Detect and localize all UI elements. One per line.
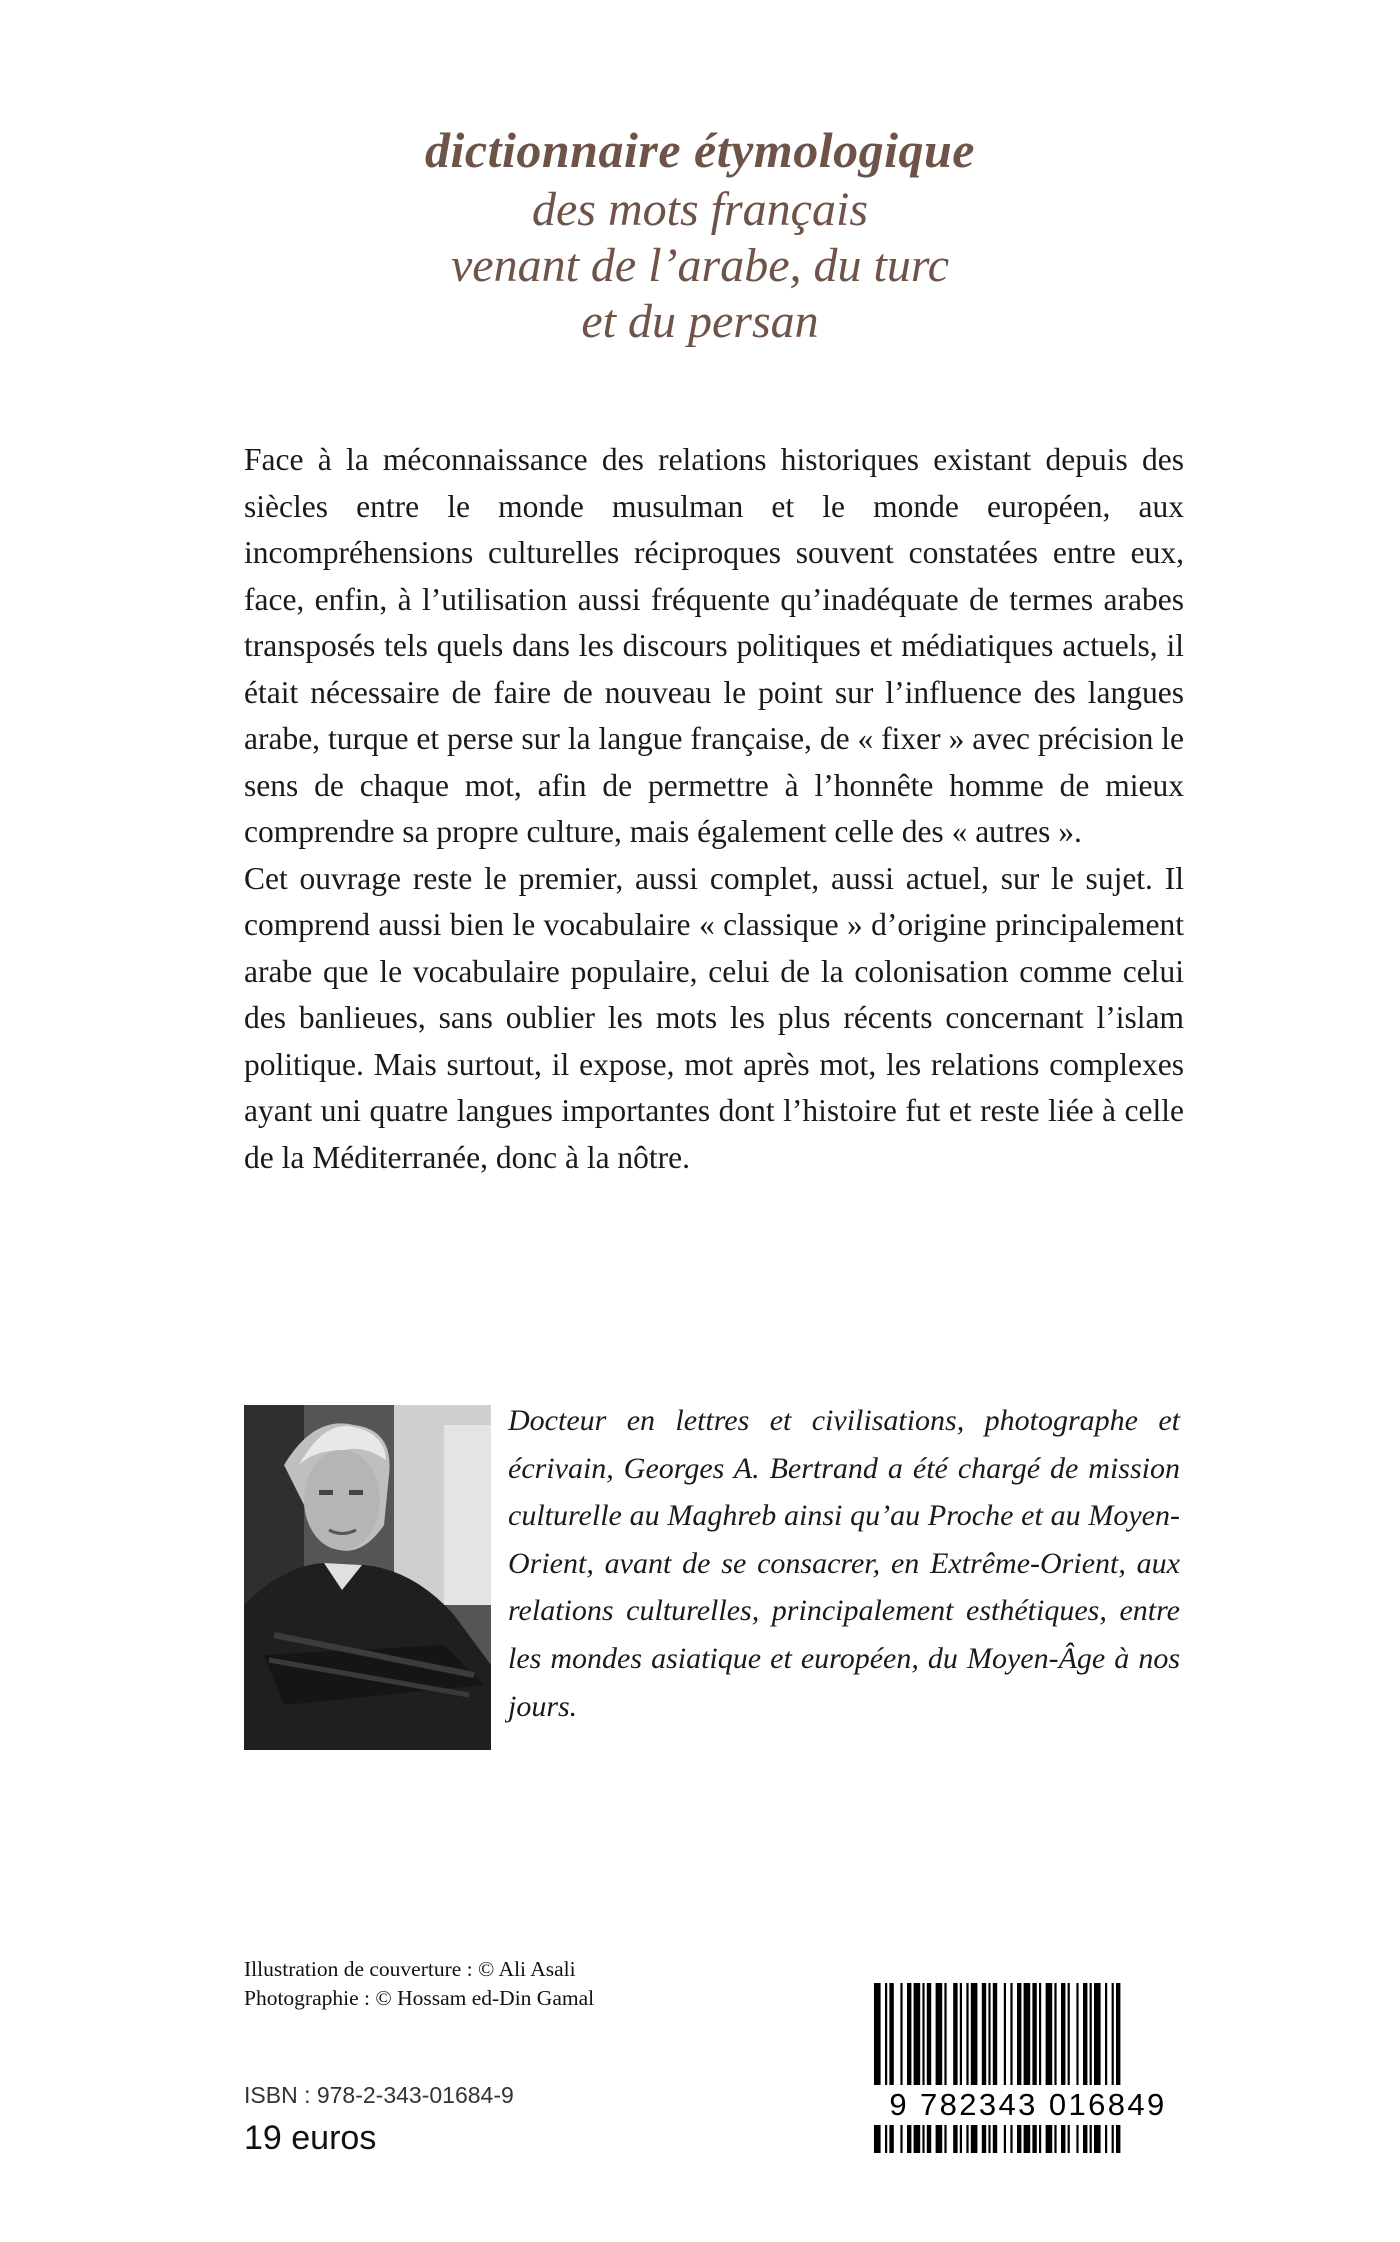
price: 19 euros: [244, 2119, 377, 2157]
illustration-credit: Illustration de couverture : © Ali Asali: [244, 1957, 576, 1981]
author-photo: [244, 1405, 491, 1750]
barcode-digits: 9 782343 016849: [872, 2085, 1184, 2125]
author-bio: Docteur en lettres et civilisations, photographe et écrivain, Georges A. Bertrand a été chargé de mission culturelle au Maghreb ainsi qu’au Proche et au Moyen-Orient, avant de se consacrer, en Extrême-Orient, aux relations culturelles, principalement esthétiques, entre les mondes asiatique et européen, du Moyen-Âge à nos jours.: [508, 1404, 1180, 1723]
title-main: dictionnaire étymologique: [425, 122, 975, 178]
title-sub-line-3: et du persan: [581, 295, 819, 348]
isbn: ISBN : 978-2-343-01684-9: [244, 2082, 514, 2108]
barcode-icon: [872, 1983, 1184, 2153]
book-description: [244, 437, 1184, 1181]
book-title: [0, 118, 1400, 350]
description-paragraph-1: Face à la méconnaissance des relations historiques existant depuis des siècles entre le monde musulman et le monde européen, aux incompréhensions culturelles réciproques souvent constatées entre eux, face, enfin, à l’utilisation aussi fréquente qu’inadéquate de termes arabes transposés tels quels dans les discours politiques et médiatiques actuels, il était nécessaire de faire de nouveau le point sur l’influence des langues arabe, turque et perse sur la langue française, de « fixer » avec précision le sens de chaque mot, afin de permettre à l’honnête homme de mieux comprendre sa propre culture, mais également celle des « autres ».: [244, 442, 1184, 849]
title-sub-line-1: des mots français: [532, 183, 868, 236]
title-sub-line-2: venant de l’arabe, du turc: [450, 239, 950, 292]
credits: [244, 1955, 594, 2013]
photo-credit: Photographie : © Hossam ed-Din Gamal: [244, 1986, 595, 2010]
author-portrait-icon: [244, 1405, 491, 1750]
description-paragraph-2: Cet ouvrage reste le premier, aussi complet, aussi actuel, sur le sujet. Il comprend aussi bien le vocabulaire « classique » d’origine principalement arabe que le vocabulaire populaire, celui de la colonisation comme celui des banlieues, sans oublier les mots les plus récents concernant l’islam politique. Mais surtout, il expose, mot après mot, les relations complexes ayant uni quatre langues importantes dont l’histoire fut et reste liée à celle de la Méditerranée, donc à la nôtre.: [244, 860, 1184, 1175]
